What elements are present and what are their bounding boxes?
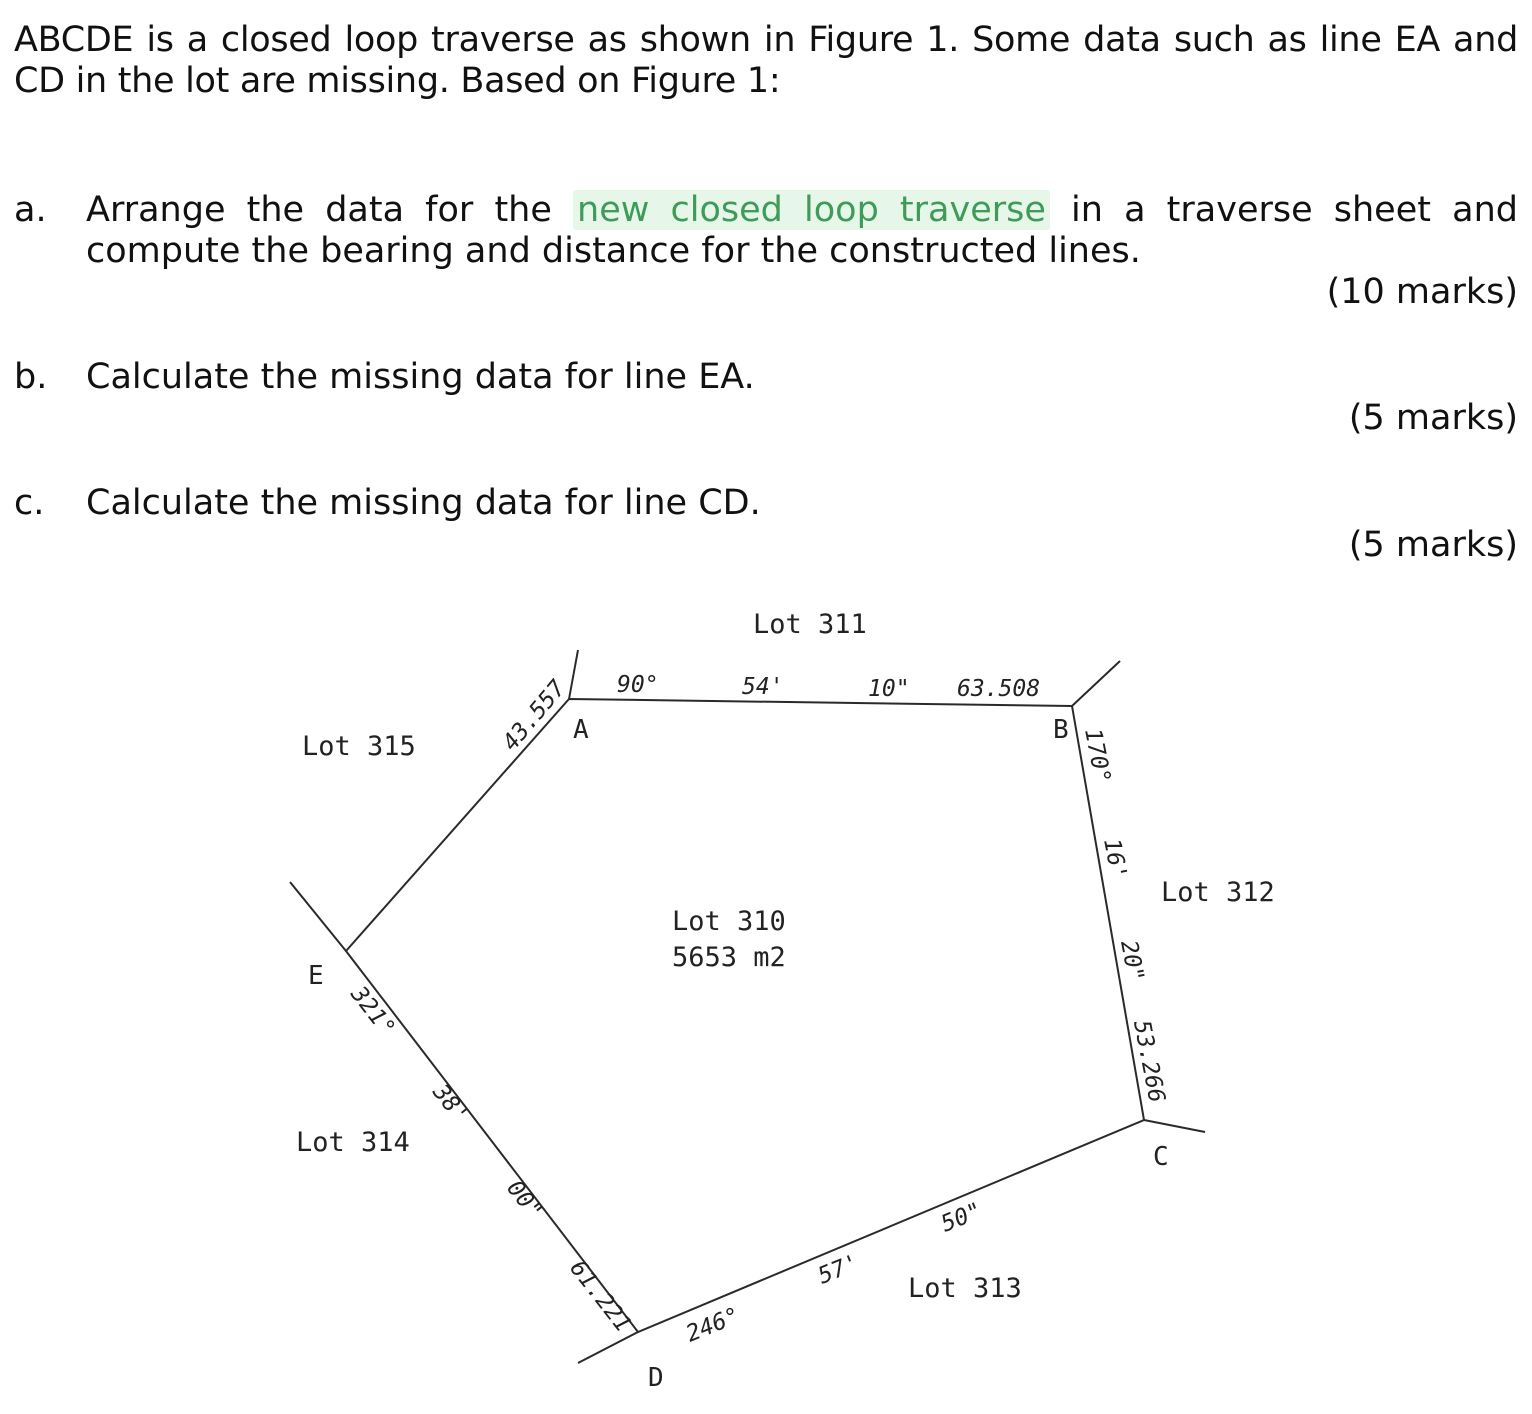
point-d-label: D [648,1363,664,1393]
question-a-text [86,190,1518,272]
question-c-marks: (5 marks) [1348,525,1518,565]
tick-D [578,1332,638,1363]
bc-bearing-minutes: 16' [1098,836,1132,882]
ed-bearing-minutes: 38' [427,1079,474,1129]
bc-distance: 53.266 [1128,1018,1170,1105]
traverse-outline [346,699,1144,1332]
tick-A [569,650,578,699]
lot-314-label: Lot 314 [296,1127,410,1158]
bc-bearing-degrees: 170° [1079,726,1116,786]
highlighted-phrase: new closed loop traverse [573,190,1050,230]
ab-bearing-seconds: 10" [868,676,910,702]
ed-distance: 61.221 [564,1255,636,1338]
question-b-marks: (5 marks) [1348,398,1518,438]
point-b-label: B [1053,715,1069,745]
question-a-label: a. [14,190,47,230]
dc-bearing-minutes: 57' [814,1249,863,1290]
lot-311-label: Lot 311 [753,609,867,640]
traverse-diagram [0,580,1532,1414]
intro-paragraph: ABCDE is a closed loop traverse as shown in Figure 1. Some data such as line EA and CD in the lot are missing. Based on Figure 1: [14,20,1518,101]
ab-bearing-degrees: 90° [617,672,659,698]
ea-distance: 43.557 [497,675,572,756]
dc-bearing-degrees: 246° [682,1302,744,1348]
question-a-text-after: in a traverse sheet and compute the bearing and distance for the constructed lines. [86,190,1518,271]
bc-bearing-seconds: 20" [1115,938,1149,984]
tick-C [1144,1120,1205,1132]
point-c-label: C [1153,1142,1169,1172]
question-c-label: c. [14,483,45,523]
lot-312-label: Lot 312 [1161,877,1275,908]
ed-bearing-degrees: 321° [345,981,400,1042]
ab-bearing-minutes: 54' [742,674,784,700]
lot-310-label: Lot 310 [672,906,786,937]
question-a-text-before: Arrange the data for the [86,190,552,230]
point-e-label: E [308,961,324,991]
point-a-label: A [573,715,589,745]
question-b-text: Calculate the missing data for line EA. [86,357,755,397]
question-b-label: b. [14,357,48,397]
dc-bearing-seconds: 50" [937,1197,986,1238]
ed-bearing-seconds: 00" [501,1175,548,1225]
lot-315-label: Lot 315 [302,731,416,762]
lot-310-area: 5653 m2 [672,942,786,973]
question-a-marks: (10 marks) [1326,272,1518,312]
ab-distance: 63.508 [957,676,1041,702]
lot-313-label: Lot 313 [908,1273,1022,1304]
tick-E [290,882,346,951]
tick-B [1072,661,1120,706]
question-c-text: Calculate the missing data for line CD. [86,483,761,523]
